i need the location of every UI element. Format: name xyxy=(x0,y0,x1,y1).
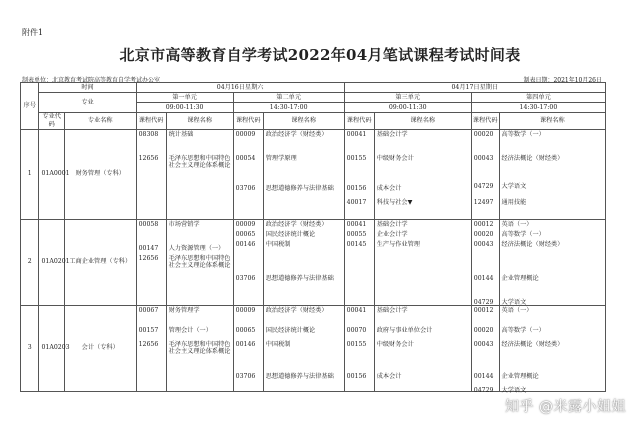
unit-4-codes xyxy=(471,129,499,219)
course-name: 大学语文 xyxy=(501,182,527,190)
header-course-code-1: 课程代码 xyxy=(136,113,166,130)
course-name: 中国税制 xyxy=(265,240,291,248)
course-name: 基础会计学 xyxy=(376,220,408,228)
course-name: 通用技能 xyxy=(501,198,527,206)
course-code: 00144 xyxy=(473,274,494,282)
issuer-label: 制表单位：北京教育考试院高等教育自学考试办公室 xyxy=(22,77,161,84)
unit-2-codes xyxy=(233,219,263,305)
header-major: 专业 xyxy=(39,93,136,113)
table-row xyxy=(21,305,606,391)
unit-3-names xyxy=(374,305,471,391)
header-unit-time-4: 14:30-17:00 xyxy=(471,103,605,113)
exam-schedule-table xyxy=(20,82,606,392)
header-unit-time-3: 09:00-11:30 xyxy=(344,103,471,113)
course-name: 大学语文 xyxy=(501,386,527,394)
unit-3-codes xyxy=(344,129,374,219)
course-code: 00145 xyxy=(346,240,367,248)
course-code: 00054 xyxy=(235,154,256,162)
watermark: 知乎 @米露小姐姐 xyxy=(505,399,626,415)
major-name: 财务管理（专科） xyxy=(64,129,136,219)
course-code: 00020 xyxy=(473,326,494,334)
course-name: 政治经济学（财经类） xyxy=(265,220,328,228)
page-title: 北京市高等教育自学考试2022年04月笔试课程考试时间表 xyxy=(119,46,521,64)
course-name: 毛泽东思想和中国特色社会主义理论体系概论 xyxy=(168,254,231,270)
course-name: 经济法概论（财经类） xyxy=(501,240,564,248)
course-code: 00070 xyxy=(346,326,367,334)
course-code: 04729 xyxy=(473,386,494,394)
course-code: 03706 xyxy=(235,372,256,380)
course-code: 00020 xyxy=(473,230,494,238)
course-code: 00065 xyxy=(235,230,256,238)
header-course-name-4: 课程名称 xyxy=(499,113,605,130)
header-seq: 序号 xyxy=(21,83,39,130)
unit-4-codes xyxy=(471,305,499,394)
unit-4-names xyxy=(499,305,605,394)
header-unit-3: 第三单元 xyxy=(344,93,471,103)
course-code: 00009 xyxy=(235,220,256,228)
header-unit-1: 第一单元 xyxy=(136,93,233,103)
header-time: 时间 xyxy=(39,83,136,93)
issue-date: 制表日期：2021年10月26日 xyxy=(523,77,602,84)
header-day-1: 04月16日星期六 xyxy=(136,83,344,93)
course-code: 00009 xyxy=(235,306,256,314)
header-unit-time-2: 14:30-17:00 xyxy=(233,103,344,113)
attachment-label: 附件1 xyxy=(22,28,44,37)
course-code: 00146 xyxy=(235,240,256,248)
course-name: 思想道德修养与法律基础 xyxy=(265,184,334,192)
course-name: 中级财务会计 xyxy=(376,340,414,348)
table-row xyxy=(21,129,606,219)
table-row xyxy=(21,219,606,305)
major-code: 01A0201 xyxy=(39,219,64,305)
course-name: 管理会计（一） xyxy=(168,326,212,334)
header-unit-time-1: 09:00-11:30 xyxy=(136,103,233,113)
unit-1-codes xyxy=(136,129,166,219)
course-name: 企业管理概论 xyxy=(501,372,539,380)
unit-3-codes xyxy=(344,305,374,391)
course-name: 中国税制 xyxy=(265,340,291,348)
course-code: 00156 xyxy=(346,184,367,192)
course-name: 英语（一） xyxy=(501,306,533,314)
course-code: 00156 xyxy=(346,372,367,380)
header-unit-4: 第四单元 xyxy=(471,93,605,103)
course-name: 政府与事业单位会计 xyxy=(376,326,433,334)
major-code: 01A0001 xyxy=(39,129,64,219)
course-code: 00043 xyxy=(473,154,494,162)
course-name: 政治经济学（财经类） xyxy=(265,130,328,138)
course-name: 毛泽东思想和中国特色社会主义理论体系概论 xyxy=(168,340,231,356)
course-code: 04729 xyxy=(473,182,494,190)
course-name: 中级财务会计 xyxy=(376,154,414,162)
unit-1-names xyxy=(166,129,233,219)
course-name: 生产与作业管理 xyxy=(376,240,420,248)
course-code: 12656 xyxy=(138,254,159,262)
header-major-code: 专业代码 xyxy=(39,113,64,130)
unit-2-codes xyxy=(233,129,263,219)
course-name: 科技与社会▼ xyxy=(376,198,413,206)
course-code: 04729 xyxy=(473,298,494,306)
header-course-name-1: 课程名称 xyxy=(166,113,233,130)
course-code: 40017 xyxy=(346,198,367,206)
course-code: 00058 xyxy=(138,220,159,228)
unit-4-codes xyxy=(471,219,499,305)
unit-2-codes xyxy=(233,305,263,391)
header-course-code-3: 课程代码 xyxy=(344,113,374,130)
unit-4-names xyxy=(499,129,605,219)
course-code: 00041 xyxy=(346,220,367,228)
course-name: 思想道德修养与法律基础 xyxy=(265,372,334,380)
schedule-body xyxy=(21,129,606,394)
course-name: 高等数学（一） xyxy=(501,130,545,138)
unit-3-names xyxy=(374,219,471,305)
course-code: 00067 xyxy=(138,306,159,314)
course-name: 人力资源管理（一） xyxy=(168,244,225,252)
unit-1-codes xyxy=(136,305,166,391)
row-seq: 1 xyxy=(21,129,39,219)
course-code: 00043 xyxy=(473,340,494,348)
course-code: 00041 xyxy=(346,306,367,314)
course-name: 高等数学（一） xyxy=(501,326,545,334)
unit-1-codes xyxy=(136,219,166,305)
header-course-name-3: 课程名称 xyxy=(374,113,471,130)
header-day-2: 04月17日星期日 xyxy=(344,83,605,93)
course-name: 成本会计 xyxy=(376,372,402,380)
unit-2-names xyxy=(263,219,344,305)
course-code: 12497 xyxy=(473,198,494,206)
course-name: 企业管理概论 xyxy=(501,274,539,282)
course-code: 00012 xyxy=(473,220,494,228)
course-name: 管理学原理 xyxy=(265,154,297,162)
course-name: 大学语文 xyxy=(501,298,527,306)
header-unit-2: 第二单元 xyxy=(233,93,344,103)
course-code: 00020 xyxy=(473,130,494,138)
course-code: 00147 xyxy=(138,244,159,252)
course-code: 00146 xyxy=(235,340,256,348)
unit-3-names xyxy=(374,129,471,219)
course-code: 00157 xyxy=(138,326,159,334)
course-code: 00043 xyxy=(473,240,494,248)
course-code: 03706 xyxy=(235,184,256,192)
course-name: 思想道德修养与法律基础 xyxy=(265,274,334,282)
course-code: 00009 xyxy=(235,130,256,138)
course-name: 财务管理学 xyxy=(168,306,200,314)
course-name: 基础会计学 xyxy=(376,306,408,314)
course-name: 英语（一） xyxy=(501,220,533,228)
unit-1-names xyxy=(166,305,233,391)
course-code: 08308 xyxy=(138,130,159,138)
unit-2-names xyxy=(263,305,344,391)
course-code: 03706 xyxy=(235,274,256,282)
major-name: 会计（专科） xyxy=(64,305,136,391)
course-name: 高等数学（一） xyxy=(501,230,545,238)
course-code: 00155 xyxy=(346,340,367,348)
course-name: 毛泽东思想和中国特色社会主义理论体系概论 xyxy=(168,154,231,170)
course-code: 00155 xyxy=(346,154,367,162)
course-code: 12656 xyxy=(138,340,159,348)
unit-1-names xyxy=(166,219,233,305)
header-course-code-4: 课程代码 xyxy=(471,113,499,130)
course-code: 00144 xyxy=(473,372,494,380)
unit-4-names xyxy=(499,219,605,305)
header-course-code-2: 课程代码 xyxy=(233,113,263,130)
course-name: 企业会计学 xyxy=(376,230,408,238)
course-name: 政治经济学（财经类） xyxy=(265,306,328,314)
course-code: 12656 xyxy=(138,154,159,162)
course-name: 市场营销学 xyxy=(168,220,200,228)
unit-3-codes xyxy=(344,219,374,305)
course-name: 国民经济统计概论 xyxy=(265,326,316,334)
course-name: 基础会计学 xyxy=(376,130,408,138)
major-code: 01A0203 xyxy=(39,305,64,391)
course-code: 00065 xyxy=(235,326,256,334)
course-name: 经济法概论（财经类） xyxy=(501,340,564,348)
header-major-name: 专业名称 xyxy=(64,113,136,130)
course-name: 经济法概论（财经类） xyxy=(501,154,564,162)
unit-2-names xyxy=(263,129,344,219)
course-name: 统计基础 xyxy=(168,130,194,138)
row-seq: 2 xyxy=(21,219,39,305)
course-name: 成本会计 xyxy=(376,184,402,192)
row-seq: 3 xyxy=(21,305,39,391)
major-name: 工商企业管理（专科） xyxy=(64,219,136,305)
course-code: 00012 xyxy=(473,306,494,314)
course-code: 00041 xyxy=(346,130,367,138)
header-course-name-2: 课程名称 xyxy=(263,113,344,130)
course-code: 00055 xyxy=(346,230,367,238)
course-name: 国民经济统计概论 xyxy=(265,230,316,238)
